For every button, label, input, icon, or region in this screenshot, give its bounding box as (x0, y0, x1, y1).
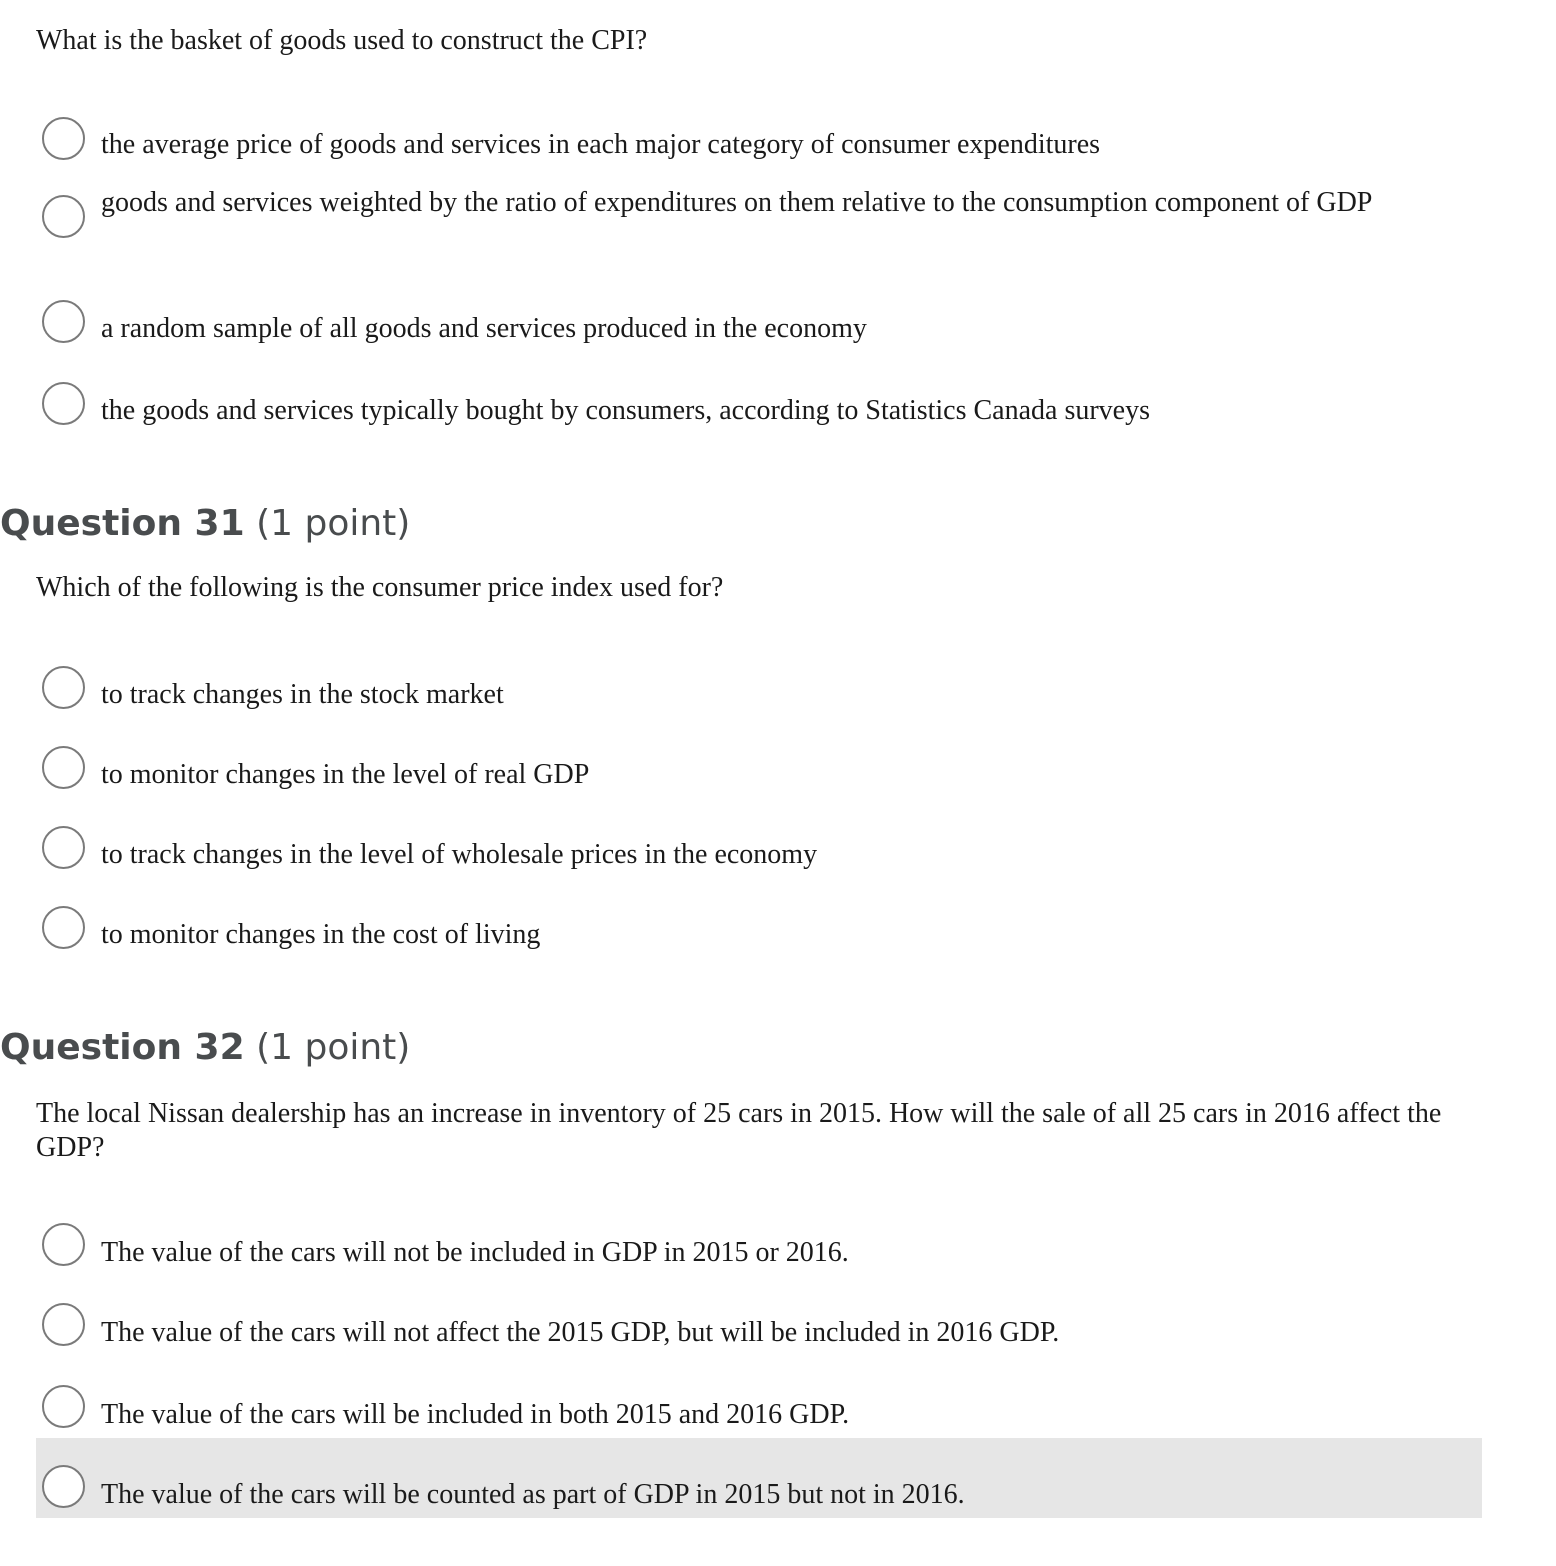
radio-button[interactable] (42, 746, 85, 789)
option-label: goods and services weighted by the ratio of expenditures on them relative to the consumption component of GDP (101, 187, 1373, 218)
q30-option-1[interactable] (36, 112, 1482, 170)
option-label: The value of the cars will be counted as part of GDP in 2015 but not in 2016. (101, 1479, 965, 1510)
radio-button[interactable] (42, 195, 85, 238)
question-32-stem: The local Nissan dealership has an increase in inventory of 25 cars in 2015. How will the sale of all 25 cars in 2016 affect the GDP? (36, 1098, 1442, 1163)
question-30-stem: What is the basket of goods used to construct the CPI? (36, 25, 648, 56)
question-31-stem: Which of the following is the consumer price index used for? (36, 572, 724, 603)
question-31-title (0, 502, 410, 546)
radio-button[interactable] (42, 1385, 85, 1428)
q31-option-4[interactable] (36, 902, 1482, 960)
option-label: the goods and services typically bought by consumers, according to Statistics Canada surveys (101, 395, 1151, 426)
q31-option-3[interactable] (36, 822, 1482, 880)
option-label: to track changes in the stock market (101, 679, 504, 710)
option-label: The value of the cars will not be included in GDP in 2015 or 2016. (101, 1237, 849, 1268)
option-label: to monitor changes in the level of real GDP (101, 759, 590, 790)
option-label: a random sample of all goods and services produced in the economy (101, 313, 867, 344)
radio-button[interactable] (42, 906, 85, 949)
q30-option-3[interactable] (36, 296, 1482, 354)
option-label: to monitor changes in the cost of living (101, 919, 541, 950)
option-label: The value of the cars will be included in both 2015 and 2016 GDP. (101, 1399, 850, 1430)
q31-option-1[interactable] (36, 662, 1482, 720)
radio-button[interactable] (42, 300, 85, 343)
q30-option-2[interactable] (36, 170, 1482, 280)
q31-option-2[interactable] (36, 742, 1482, 800)
option-label: The value of the cars will not affect the 2015 GDP, but will be included in 2016 GDP. (101, 1317, 1060, 1348)
q32-option-3[interactable] (36, 1382, 1482, 1440)
radio-button[interactable] (42, 1465, 85, 1508)
radio-button[interactable] (42, 1223, 85, 1266)
question-number: Question 32 (0, 1027, 245, 1068)
question-number: Question 31 (0, 503, 245, 544)
radio-button[interactable] (42, 826, 85, 869)
q32-option-1[interactable] (36, 1220, 1482, 1278)
question-points: (1 point) (256, 503, 411, 544)
option-label: to track changes in the level of wholesale prices in the economy (101, 839, 818, 870)
radio-button[interactable] (42, 1303, 85, 1346)
question-32-title (0, 1026, 410, 1070)
question-points: (1 point) (256, 1027, 411, 1068)
option-label: the average price of goods and services in each major category of consumer expenditures (101, 129, 1101, 160)
q32-option-2[interactable] (36, 1300, 1482, 1358)
q30-option-4[interactable] (36, 378, 1482, 436)
radio-button[interactable] (42, 117, 85, 160)
q32-option-4[interactable] (36, 1438, 1482, 1518)
radio-button[interactable] (42, 382, 85, 425)
radio-button[interactable] (42, 666, 85, 709)
